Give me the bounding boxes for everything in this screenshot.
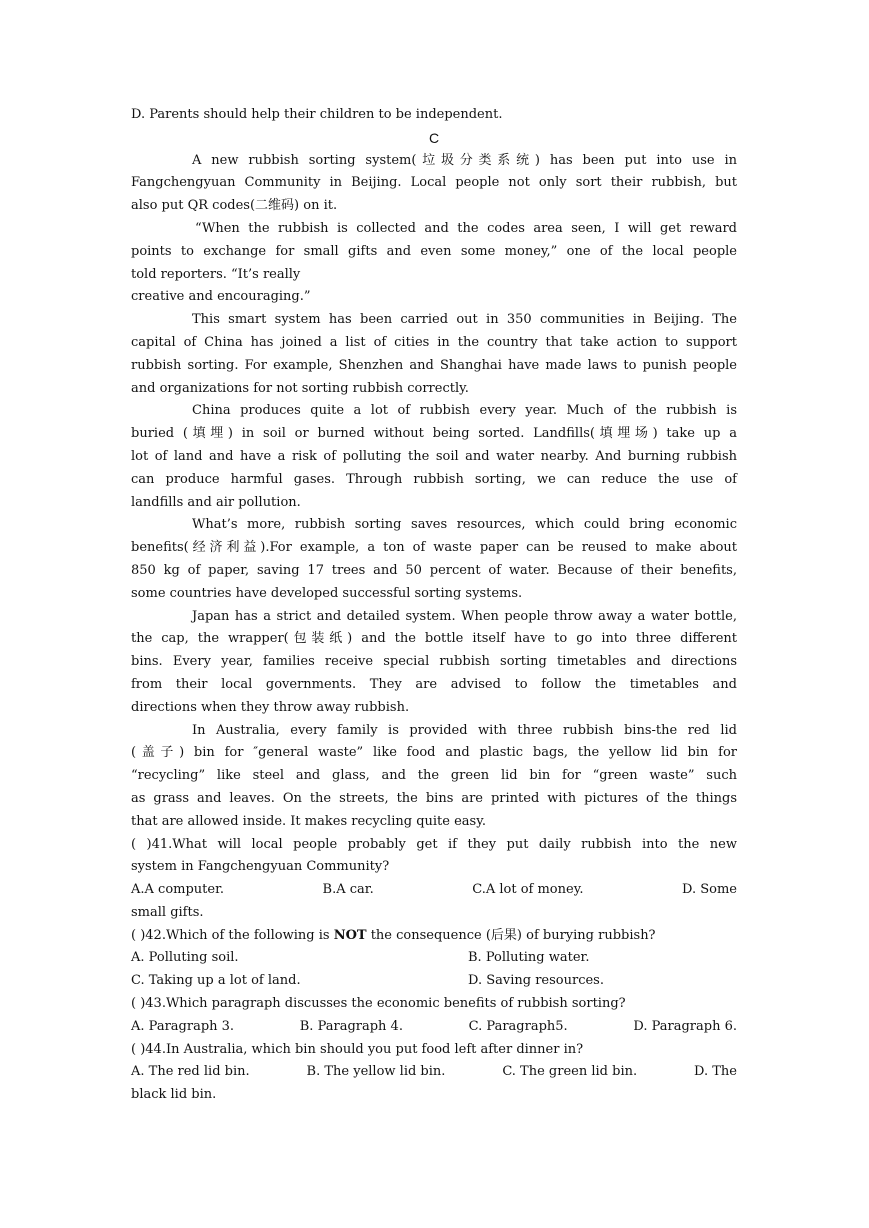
option-c: C. Paragraph5. xyxy=(468,1018,568,1034)
option-d: D. Saving resources. xyxy=(468,973,604,989)
option-row xyxy=(131,1016,737,1039)
paragraph-line: rubbish sorting. For example, Shenzhen and Shanghai have made laws to punish people xyxy=(131,357,737,373)
paragraph-line: buried (填埋) in soil or burned without being sorted. Landfills(填埋场) take up a xyxy=(131,426,737,442)
option-a: A. The red lid bin. xyxy=(131,1064,250,1080)
paragraph-2 xyxy=(131,218,737,309)
paragraph-line: creative and encouraging.” xyxy=(131,289,311,305)
option-row xyxy=(131,1061,737,1084)
paragraph-line: What’s more, rubbish sorting saves resources, which could bring economic xyxy=(192,517,737,533)
paragraph-line: directions when they throw away rubbish. xyxy=(131,699,410,715)
document-page xyxy=(131,104,737,1107)
paragraph-line: points to exchange for small gifts and even some money,” one of the local people xyxy=(131,243,737,259)
option-row xyxy=(131,947,737,970)
question-44 xyxy=(131,1039,737,1107)
paragraph-line: “recycling” like steel and glass, and the green lid bin for “green waste” such xyxy=(131,768,737,784)
question-43 xyxy=(131,993,737,1039)
option-a: A. Paragraph 3. xyxy=(131,1018,235,1034)
paragraph-line: that are allowed inside. It makes recycling quite easy. xyxy=(131,813,486,829)
option-a: A.A computer. xyxy=(131,882,225,898)
option-d: D. Paragraph 6. xyxy=(633,1018,737,1034)
question-stem-continued: system in Fangchengyuan Community? xyxy=(131,859,390,875)
paragraph-line: and organizations for not sorting rubbish correctly. xyxy=(131,380,469,396)
paragraph-line: (盖子) bin for ″general waste” like food and plastic bags, the yellow lid bin for xyxy=(131,745,737,761)
question-stem: ( )43.Which paragraph discusses the economic benefits of rubbish sorting? xyxy=(131,996,626,1012)
paragraph-4 xyxy=(131,400,737,514)
paragraph-line: China produces quite a lot of rubbish every year. Much of the rubbish is xyxy=(192,403,737,419)
paragraph-line: told reporters. “It’s really xyxy=(131,266,301,282)
option-row xyxy=(131,879,737,902)
option-d: D. The xyxy=(694,1064,737,1080)
paragraph-6 xyxy=(131,606,737,720)
question-stem xyxy=(131,925,737,948)
option-row xyxy=(131,970,737,993)
paragraph-line: lot of land and have a risk of polluting the soil and water nearby. And burning rubbish xyxy=(131,448,737,464)
paragraph-line: can produce harmful gases. Through rubbish sorting, we can reduce the use of xyxy=(131,471,737,487)
paragraph-7 xyxy=(131,720,737,834)
paragraph-line: capital of China has joined a list of cities in the country that take action to support xyxy=(131,334,737,350)
option-d-continued: small gifts. xyxy=(131,904,204,920)
question-stem-prefix: ( )42.Which of the following is xyxy=(131,927,334,943)
section-title: C xyxy=(428,129,440,146)
paragraph-3 xyxy=(131,309,737,400)
option-b: B. Paragraph 4. xyxy=(299,1018,403,1034)
paragraph-line: as grass and leaves. On the streets, the bins are printed with pictures of the things xyxy=(131,790,737,806)
paragraph-line: bins. Every year, families receive special rubbish sorting timetables and directions xyxy=(131,654,737,670)
paragraph-line: Japan has a strict and detailed system. When people throw away a water bottle, xyxy=(192,608,737,624)
question-42 xyxy=(131,925,737,993)
paragraph-line: landfills and air pollution. xyxy=(131,494,301,510)
option-b: B. Polluting water. xyxy=(468,950,590,966)
question-stem: ( )41.What will local people probably get if they put daily rubbish into the new xyxy=(131,836,737,852)
paragraph-line: Fangchengyuan Community in Beijing. Local people not only sort their rubbish, but xyxy=(131,175,737,191)
option-c: C. The green lid bin. xyxy=(502,1064,638,1080)
question-stem-emphasis: NOT xyxy=(333,927,367,943)
option-c: C.A lot of money. xyxy=(472,882,584,898)
paragraph-line: “When the rubbish is collected and the codes area seen, I will get reward xyxy=(195,220,737,236)
paragraph-line: some countries have developed successful sorting systems. xyxy=(131,585,523,601)
paragraph-line: also put QR codes(二维码) on it. xyxy=(131,198,338,214)
question-stem-suffix: the consequence (后果) of burying rubbish? xyxy=(366,927,656,943)
paragraph-line: benefits(经济利益).For example, a ton of waste paper can be reused to make about xyxy=(131,540,737,556)
option-d-continued: black lid bin. xyxy=(131,1087,217,1103)
paragraph-line: 850 kg of paper, saving 17 trees and 50 percent of water. Because of their benefits, xyxy=(131,562,737,578)
paragraph-line: This smart system has been carried out in 350 communities in Beijing. The xyxy=(192,312,737,328)
paragraph-line: the cap, the wrapper(包装纸) and the bottle itself have to go into three different xyxy=(131,631,737,647)
paragraph-line: from their local governments. They are advised to follow the timetables and xyxy=(131,676,737,692)
option-d: D. Some xyxy=(681,882,737,898)
option-a: A. Polluting soil. xyxy=(131,950,239,966)
previous-question-option: D. Parents should help their children to be independent. xyxy=(131,107,503,122)
option-b: B.A car. xyxy=(322,882,374,898)
question-41 xyxy=(131,834,737,925)
question-stem: ( )44.In Australia, which bin should you put food left after dinner in? xyxy=(131,1041,584,1057)
paragraph-line: In Australia, every family is provided with three rubbish bins-the red lid xyxy=(192,722,737,738)
paragraph-line: A new rubbish sorting system(垃圾分类系统) has been put into use in xyxy=(192,152,737,168)
paragraph-5 xyxy=(131,514,737,605)
option-b: B. The yellow lid bin. xyxy=(306,1064,446,1080)
paragraph-1 xyxy=(131,150,737,218)
option-c: C. Taking up a lot of land. xyxy=(131,973,301,989)
